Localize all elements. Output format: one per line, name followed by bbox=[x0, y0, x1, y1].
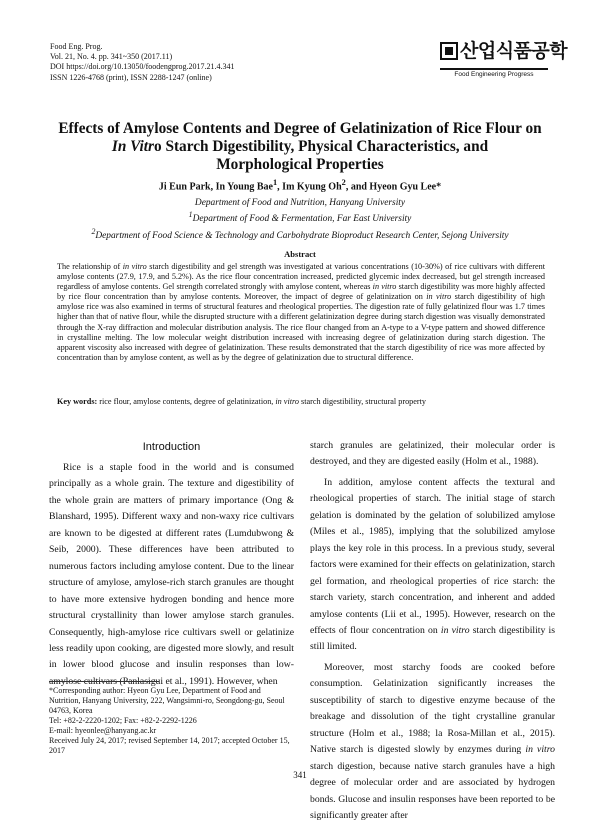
affiliation-sup-2: 2 bbox=[91, 226, 96, 236]
journal-name: Food Eng. Prog. bbox=[50, 42, 103, 51]
journal-info bbox=[50, 42, 235, 83]
affiliation-0: Department of Food and Nutrition, Hanyang University bbox=[194, 198, 406, 208]
affiliations bbox=[30, 197, 570, 242]
footnote-divider bbox=[49, 681, 159, 682]
author-sup-1: 1 bbox=[273, 178, 278, 187]
footnote-dates: Received July 24, 2017; revised September 14, 2017; accepted October 15, 2017 bbox=[49, 736, 290, 755]
abstract-text: starch digestibility and gel strength was investigated at various concentrations (10-30%) of rice cultivars with different amylose contents (27.9, 17.9, and 5.2%). As the rice flour concentration increased, predicted glycemic index decreased, but gel strength increased regardless of amylose contents. Gel strength correlated strongly with amylose content, whereas bbox=[57, 262, 545, 292]
paragraph-text: starch digestion, because native starch granules have a high degree of molecular order and are associated by hydrogen bonds. Glucose and insulin responses have been reported to be significantly greater after bbox=[310, 760, 555, 821]
paragraph-text: In addition, amylose content affects the textural and rheological properties of starch. The initial stage of starch gelation is dominated by the gelation of solubilized amylose (Miles et al., 1985), implying that the solubilized amylose plays the key role in this process. In a previous study, several factors were examined for their effects on gelatinization, starch gel formation, and rheological properties of rice starch: the starch variety, starch concentration, and inherent and added amylose contents (Lii et al., 1995). However, research on the effects of flour concentration on bbox=[310, 476, 555, 636]
title-line-2-rest: o Starch Digestibility, Physical Characteristics, and bbox=[153, 138, 489, 155]
footnote-email: E-mail: hyeonlee@hanyang.ac.kr bbox=[49, 726, 157, 735]
title-line-2 bbox=[40, 138, 560, 156]
logo-korean-text: 산업식품공학 bbox=[460, 40, 568, 62]
footnote bbox=[49, 686, 294, 756]
paragraph-italic: in vitro bbox=[525, 744, 555, 756]
right-column bbox=[310, 438, 555, 824]
section-heading-introduction: Introduction bbox=[142, 441, 201, 453]
affiliation-1-text: Department of Food & Fermentation, Far East University bbox=[192, 214, 412, 225]
journal-issn: ISSN 1226-4768 (print), ISSN 2288-1247 (online) bbox=[50, 72, 212, 82]
abstract-italic: in vitro bbox=[372, 282, 397, 292]
affiliation-sup-1: 1 bbox=[188, 210, 193, 220]
title-line-1: Effects of Amylose Contents and Degree of Gelatinization of Rice Flour on bbox=[58, 120, 542, 137]
paper-title bbox=[40, 120, 560, 174]
abstract-italic: in vitro bbox=[426, 292, 452, 302]
paragraph-text: Moreover, most starchy foods are cooked before consumption. Gelatinization significantly increases the susceptibility of starch to digestive enzyme because of the breakage and dissolution of the tight crystalline granular structure (Holm et al., 1988; la Rosa-Millan et al., 2015). Native starch is digested slowly by enzymes during bbox=[310, 661, 555, 756]
intro-paragraph-2: starch granules are gelatinized, their molecular order is destroyed, and they are digested easily (Holm et al., 1988). bbox=[310, 440, 555, 468]
abstract-body bbox=[57, 262, 545, 363]
footnote-phone: Tel: +82-2-2220-1202; Fax: +82-2-2292-1226 bbox=[49, 716, 197, 725]
author-3: , and Hyeon Gyu Lee* bbox=[345, 181, 442, 193]
journal-doi: DOI https://doi.org/10.13050/foodengprog.2017.21.4.341 bbox=[50, 62, 235, 72]
author-1: Ji Eun Park, In Young Bae bbox=[158, 181, 273, 193]
intro-paragraph-1: Rice is a staple food in the world and is consumed principally as a whole grain. The texture and digestibility of the whole grain are matters of primary importance (Ong & Blanshard, 1995). Different waxy and non-waxy rice cultivars are known to be digested at different rates (Lumdubwong & Seib, 2000). These differences have been attributed to numerous factors including amylose content. Due to the linear structure of amylose, amylose-rich starch granules are thought to have more extensive hydrogen bonding and hence more structural crystallinity than lower amylose starch granules. Consequently, high-amylose rice cultivars swell or gelatinize less readily upon cooking, are digested more slowly, and result in lower blood glucose and insulin responses than low-amylose cultivars (Panlasigui et al., 1991). However, when bbox=[49, 462, 294, 687]
keywords-italic: in vitro bbox=[275, 397, 299, 406]
abstract-italic: in vitro bbox=[122, 262, 147, 271]
left-column bbox=[49, 460, 294, 690]
paragraph-italic: in vitro bbox=[440, 624, 470, 636]
page-number: 341 bbox=[293, 770, 307, 780]
author-list bbox=[40, 178, 560, 192]
abstract-text: starch digestibility of high amylose rice was also examined in terms of structural features and rheological properties. The digestion rate of fully gelatinized flour was 1.7 times higher than that of native flour, while the disrupted structure with a different gelatinization degree during starch digestion was visually demonstrated through the X-ray diffraction and molecular distribution analysis. The rice flour changed from an A-type to a V-type pattern and showed difference in crystalline melting. The low molecular weight distribution increased with increasing degree of gelatinization during starch digestion. The apparent viscosity also increased with degree of gelatinization. These results demonstrated that the starch digestibility of rice was more affected by concentration than by amylose content, as well as by the degree of gelatinization due to structural difference. bbox=[57, 292, 545, 362]
paragraph-text: starch digestibility is still limited. bbox=[310, 624, 555, 653]
logo-mark-icon bbox=[440, 42, 458, 60]
title-line-3: Morphological Properties bbox=[216, 156, 384, 173]
keywords-text: starch digestibility, structural property bbox=[298, 397, 426, 406]
affiliation-2-text: Department of Food Science & Technology and Carbohydrate Bioproduct Research Center, Sejong University bbox=[95, 230, 509, 241]
abstract-text: The relationship of bbox=[57, 262, 123, 271]
title-italic: In Vitr bbox=[111, 138, 154, 155]
keywords-text: rice flour, amylose contents, degree of gelatinization, bbox=[97, 397, 276, 406]
journal-volume: Vol. 21, No. 4. pp. 341~350 (2017.11) bbox=[50, 52, 173, 62]
affiliation-1 bbox=[30, 209, 570, 225]
keywords bbox=[57, 397, 545, 407]
footnote-corresponding: *Corresponding author: Hyeon Gyu Lee, Department of Food and Nutrition, Hanyang University, 222, Wangsimni-ro, Seongdong-gu, Seoul 04763, Korea bbox=[49, 686, 285, 715]
journal-logo bbox=[440, 40, 568, 92]
keywords-label: Key words: bbox=[57, 397, 98, 406]
author-sup-2: 2 bbox=[341, 178, 346, 187]
affiliation-2 bbox=[30, 226, 570, 242]
intro-paragraph-4 bbox=[310, 660, 555, 824]
abstract-text: starch digestibility was more highly affected by rice flour concentration than by amylose contents. Moreover, the impact of degree of gelatinization on bbox=[57, 282, 545, 302]
logo-english-text: Food Engineering Progress bbox=[440, 68, 548, 78]
abstract-heading: Abstract bbox=[284, 249, 316, 259]
intro-paragraph-3 bbox=[310, 475, 555, 656]
author-2: , Im Kyung Oh bbox=[277, 181, 342, 193]
